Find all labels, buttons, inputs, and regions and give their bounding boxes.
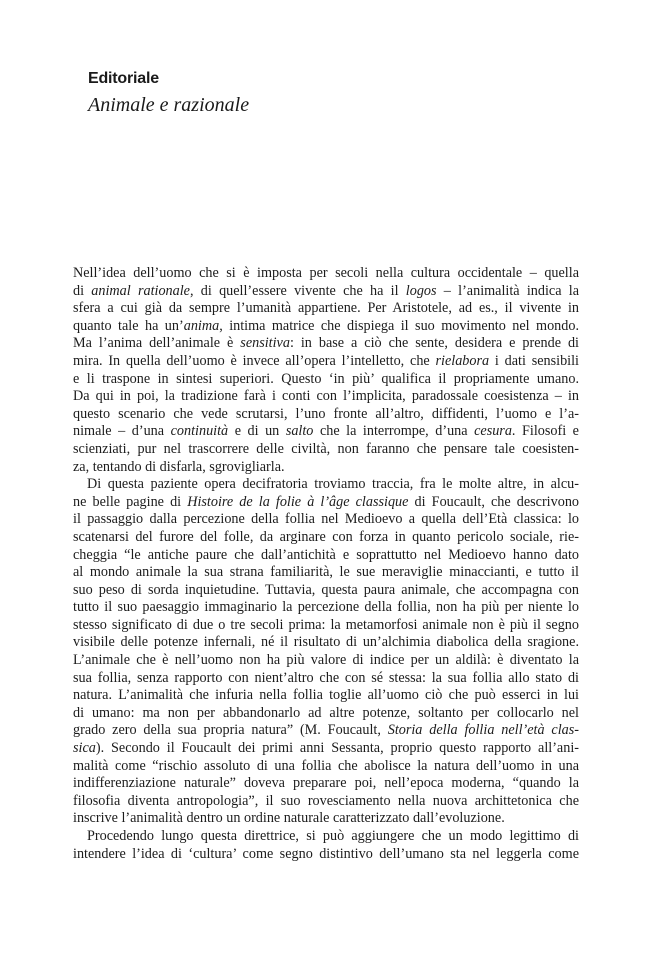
text-line — [73, 828, 579, 846]
italic-run: rielabora — [435, 352, 490, 369]
text-run: tutto il suo paesaggio immaginario la percezione della follia, non ha più per niente lo — [73, 599, 579, 616]
text-run: : in base a ciò che sente, desidera e prende di — [289, 335, 579, 352]
text-line — [73, 283, 579, 301]
text-run: Procedendo lungo questa direttrice, si può aggiungere che un modo legittimo di — [87, 828, 579, 844]
text-run: intendere l’idea di ‘cultura’ come segno distintivo dell’umano sta nel leggerla come — [73, 845, 579, 862]
text-run: i dati sensibili — [489, 352, 579, 369]
text-run: di umano: ma non per abbandonarlo ad altre potenze, soltanto per collocarlo nel — [73, 704, 579, 721]
text-line — [73, 564, 579, 582]
text-run: mira. In quella dell’uomo è invece all’opera l’intelletto, che — [73, 352, 436, 369]
text-line — [73, 652, 579, 670]
italic-run: logos — [405, 282, 437, 299]
text-line — [73, 634, 579, 652]
text-run: Di questa paziente opera decifratoria troviamo traccia, fra le molte altre, in alcu- — [87, 476, 579, 493]
text-line — [73, 494, 579, 512]
text-line — [73, 441, 579, 459]
text-run: sfera a cui già da sempre l’umanità appartiene. Per Aristotele, ad es., il vivente in — [73, 300, 579, 317]
text-line — [73, 265, 579, 283]
text-line — [73, 371, 579, 389]
text-run: scienziati, pur nel trascorrere delle civiltà, non faranno che pensare tale coesisten- — [73, 440, 579, 457]
text-run: , intima matrice che dispiega il suo movimento nel mondo. — [219, 317, 579, 334]
text-run: – l’animalità indica la — [436, 282, 579, 299]
article-title: Animale e razionale — [88, 94, 250, 116]
text-run: stesso significato di due o tre secoli prima: la metamorfosi animale non è più il segno — [73, 616, 579, 633]
text-run: sua follia, senza rapporto con nient’altro che con sé stessa: la sua follia allo stato di — [73, 669, 579, 686]
text-run: indifferenziazione naturale” doveva preparare poi, nell’epoca moderna, “quando la — [73, 775, 579, 792]
italic-run: sensitiva — [240, 335, 290, 352]
text-run: e li traspone in sintesi superiori. Questo ‘in più’ qualifica il propriamente umano. — [73, 370, 579, 387]
text-run: quanto tale ha un’ — [73, 317, 184, 334]
article-body — [73, 265, 579, 863]
section-label: Editoriale — [88, 70, 159, 87]
text-run: di Foucault, che descrivono — [408, 493, 580, 510]
italic-run: anima — [183, 317, 220, 334]
text-run: al mondo animale la sua strana familiarità, le sue meraviglie minaccianti, e tutto il — [73, 564, 579, 581]
text-line — [73, 353, 579, 371]
italic-run: Storia della follia nell’età clas- — [387, 722, 579, 739]
text-line — [73, 406, 579, 424]
text-line — [73, 511, 579, 529]
text-line — [73, 582, 579, 600]
text-run: ne belle pagine di — [73, 493, 188, 510]
italic-run: continuità — [170, 423, 229, 440]
paragraph — [73, 476, 579, 828]
text-line — [73, 476, 579, 494]
text-run: questo scenario che vede scrutarsi, l’uno fronte all’altro, diffidenti, l’uomo e l’a- — [73, 405, 579, 422]
text-run: e di un — [228, 423, 286, 440]
paragraph — [73, 828, 579, 863]
text-line — [73, 670, 579, 688]
text-run: ). Secondo il Foucault dei primi anni Sessanta, proprio questo rapporto all’ani- — [95, 740, 579, 757]
text-line — [73, 459, 579, 477]
text-run: , di quell’essere vivente che ha il — [189, 282, 406, 299]
text-run: nimale – d’una — [73, 423, 171, 440]
text-line — [73, 423, 579, 441]
text-line — [73, 810, 579, 828]
italic-run: cesura — [474, 423, 512, 440]
text-run: che la interrompe, d’una — [313, 423, 475, 440]
text-run: malità come “rischio assoluto di una follia che abolisce la natura dell’uomo in una — [73, 757, 579, 774]
text-line — [73, 722, 579, 740]
text-run: . Filosofi e — [511, 423, 579, 440]
text-line — [73, 300, 579, 318]
text-run: suo peso di sorda inquietudine. Tuttavia, questa paura animale, che accompagna con — [73, 581, 579, 598]
text-run: natura. L’animalità che infuria nella follia toglie all’uomo ciò che può esserci in lui — [73, 687, 579, 704]
text-line — [73, 687, 579, 705]
text-line — [73, 846, 579, 864]
text-line — [73, 705, 579, 723]
text-run: Nell’idea dell’uomo che si è imposta per secoli nella cultura occidentale – quella — [73, 265, 579, 281]
text-line — [73, 599, 579, 617]
text-run: grado zero della sua propria natura” (M. Foucault, — [73, 722, 388, 739]
text-run: Ma l’anima dell’animale è — [73, 335, 241, 352]
text-line — [73, 335, 579, 353]
text-run: di — [73, 282, 92, 299]
text-line — [73, 547, 579, 565]
text-line — [73, 758, 579, 776]
paragraph — [73, 265, 579, 476]
italic-run: salto — [285, 423, 314, 440]
text-run: Da qui in poi, la tradizione farà i conti con l’implicita, paradossale coesistenza – in — [73, 388, 579, 405]
text-run: cheggia “le antiche paure che dall’antichità e soprattutto nel Medioevo hanno dato — [73, 546, 579, 563]
text-run: L’animale che è nell’uomo non ha più valore di indice per un aldilà: è diventato la — [73, 652, 579, 669]
text-run: visibile delle potenze infernali, né il risultato di un’alchimia diabolica della sragione. — [73, 634, 579, 651]
text-run: il passaggio dalla percezione della follia nel Medioevo a quella dell’Età classica: lo — [73, 511, 579, 528]
text-line — [73, 388, 579, 406]
article-heading — [88, 68, 568, 118]
text-line — [73, 617, 579, 635]
italic-run: Histoire de la folie à l’âge classique — [187, 493, 409, 510]
italic-run: animal rationale — [91, 282, 190, 299]
text-run: filosofia diventa antropologia”, il suo rovesciamento nella nuova archittetonica che — [73, 792, 579, 809]
text-run: za, tentando di disfarla, sgrovigliarla. — [73, 458, 285, 475]
text-run: scatenarsi del furore del folle, da arginare con forza in quanto pericolo sociale, rie- — [73, 528, 579, 545]
text-line — [73, 793, 579, 811]
text-line — [73, 775, 579, 793]
text-line — [73, 740, 579, 758]
text-line — [73, 318, 579, 336]
text-run: inscrive l’animalità dentro un ordine naturale caratterizzato dall’evoluzione. — [73, 810, 505, 827]
italic-run: sica — [73, 740, 96, 757]
text-line — [73, 529, 579, 547]
